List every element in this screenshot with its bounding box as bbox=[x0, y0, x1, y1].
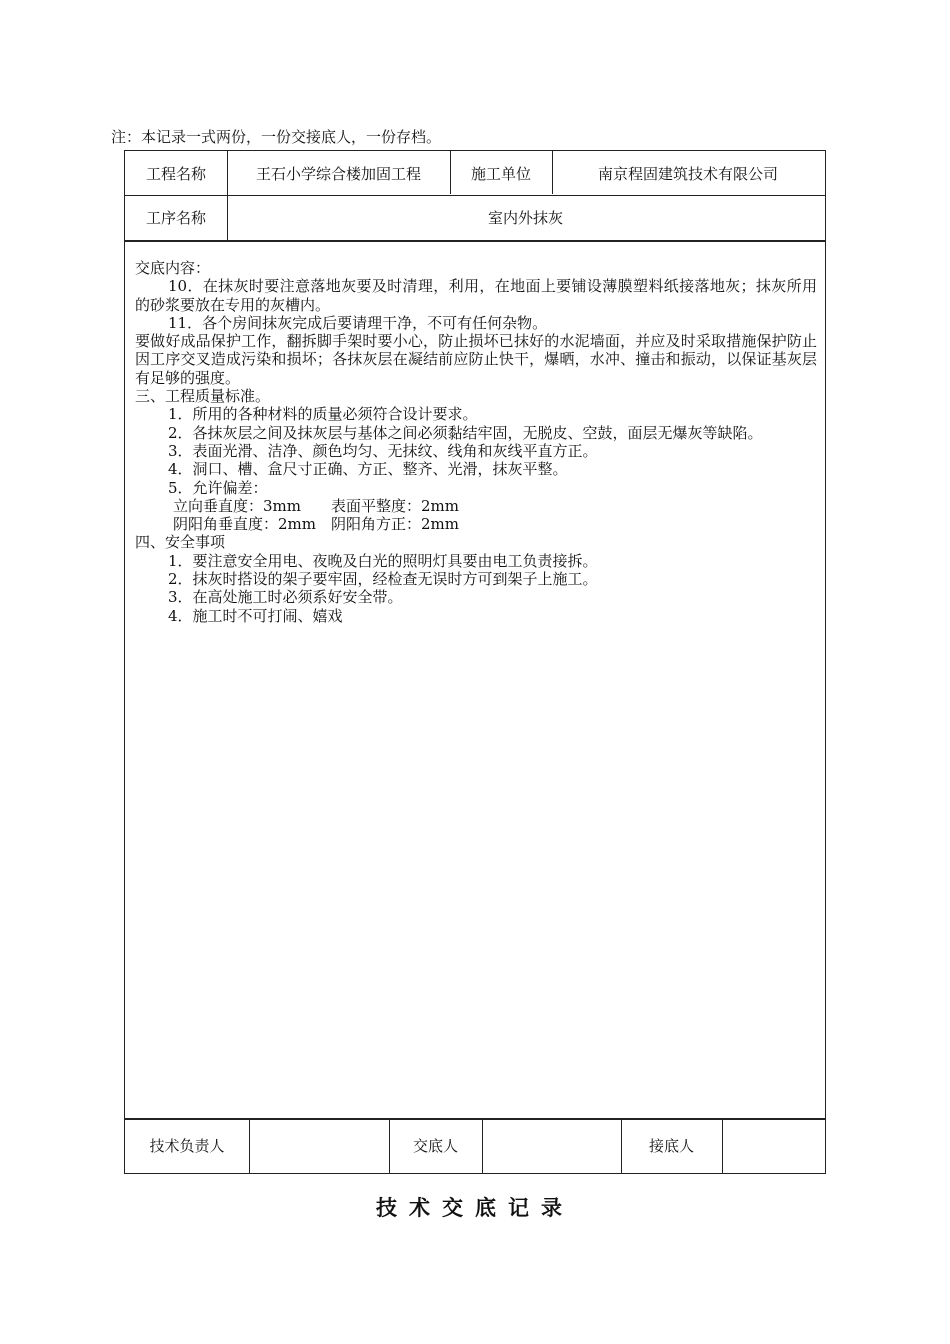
receiver-value[interactable] bbox=[722, 1119, 824, 1172]
quality-item: 1．所用的各种材料的质量必须符合设计要求。 bbox=[168, 405, 478, 424]
process-name-value: 室内外抹灰 bbox=[487, 209, 563, 227]
header-table bbox=[124, 150, 826, 242]
tech-lead-label: 技术负责人 bbox=[149, 1137, 225, 1155]
construction-unit-label: 施工单位 bbox=[470, 164, 531, 183]
receiver-label: 接底人 bbox=[648, 1137, 694, 1155]
record-note: 注：本记录一式两份，一份交接底人，一份存档。 bbox=[111, 128, 442, 146]
quality-item: 3．表面光滑、洁净、颜色均匀、无抹纹、线角和灰线平直方正。 bbox=[168, 441, 598, 460]
content-item-10: 10．在抹灰时要注意落地灰要及时清理，利用，在地面上要铺设薄膜塑料纸接落地灰；抹灰所用的砂浆要放在专用的灰槽内。 bbox=[135, 277, 817, 314]
content-protection: 要做好成品保护工作，翻拆脚手架时要小心，防止损坏已抹好的水泥墙面，并应及时采取措施保护防止因工序交叉造成污染和损坏；各抹灰层在凝结前应防止快干，爆晒，水冲、撞击和振动，以保证基灰层有足够的强度。 bbox=[135, 332, 817, 387]
tolerance-line: 阴阳角垂直度：2mm 阴阳角方正：2mm bbox=[173, 515, 459, 534]
document-title: 技术交底记录 bbox=[376, 1195, 574, 1220]
safety-item: 4．施工时不可打闹、嬉戏 bbox=[168, 606, 343, 625]
safety-item: 2．抹灰时搭设的架子要牢固，经检查无误时方可到架子上施工。 bbox=[168, 570, 598, 589]
disclosure-content bbox=[135, 259, 817, 625]
process-name-label: 工序名称 bbox=[145, 209, 206, 227]
signature-table bbox=[124, 1118, 826, 1174]
project-name-label: 工程名称 bbox=[145, 164, 206, 183]
quality-heading: 三、工程质量标准。 bbox=[135, 387, 271, 406]
project-name-value: 王石小学综合楼加固工程 bbox=[255, 164, 421, 183]
safety-heading: 四、安全事项 bbox=[135, 533, 226, 552]
quality-item: 4．洞口、槽、盒尺寸正确、方正、整齐、光滑，抹灰平整。 bbox=[168, 460, 568, 479]
tech-lead-value[interactable] bbox=[249, 1119, 389, 1172]
safety-item: 1．要注意安全用电、夜晚及白光的照明灯具要由电工负责接拆。 bbox=[168, 551, 598, 570]
discloser-label: 交底人 bbox=[412, 1137, 458, 1155]
construction-unit-value: 南京程固建筑技术有限公司 bbox=[597, 164, 778, 183]
content-item-11: 11．各个房间抹灰完成后要请理干净，不可有任何杂物。 bbox=[168, 313, 548, 332]
quality-item: 5．允许偏差： bbox=[168, 478, 268, 497]
discloser-value[interactable] bbox=[482, 1119, 621, 1172]
quality-item: 2．各抹灰层之间及抹灰层与基体之间必须黏结牢固，无脱皮、空鼓，面层无爆灰等缺陷。 bbox=[168, 423, 763, 442]
safety-item: 3．在高处施工时必须系好安全带。 bbox=[168, 588, 403, 607]
content-heading: 交底内容： bbox=[135, 259, 211, 277]
tolerance-line: 立向垂直度：3mm 表面平整度：2mm bbox=[173, 496, 459, 515]
